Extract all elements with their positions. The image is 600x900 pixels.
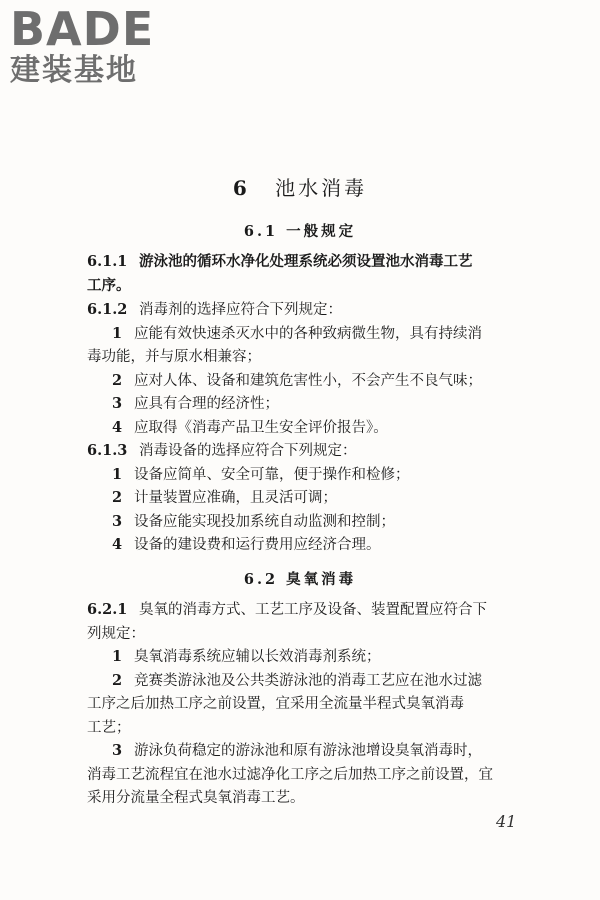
clause-6-2-1: [87, 600, 487, 620]
clause-continuation: 列规定：: [87, 626, 145, 642]
clause-continuation: 工序。: [87, 277, 131, 294]
list-item: [112, 418, 388, 438]
item-number: 3: [112, 742, 123, 759]
list-item: [112, 324, 482, 344]
chapter-number: 6: [232, 176, 250, 200]
item-number: 2: [112, 372, 123, 389]
section-title-6-1: 6.1 一般规定: [243, 223, 357, 240]
item-number: 2: [112, 672, 123, 689]
item-number: 2: [112, 489, 123, 506]
page-number: 41: [496, 812, 517, 831]
list-item: [112, 741, 482, 761]
item-continuation: 工序之后加热工序之前设置，宜采用全流量半程式臭氧消毒: [87, 696, 464, 712]
item-text: 设备的建设费和运行费用应经济合理。: [134, 537, 381, 553]
item-number: 3: [112, 513, 123, 530]
item-number: 4: [112, 536, 123, 553]
item-number: 1: [112, 648, 123, 665]
item-text: 应取得《消毒产品卫生安全评价报告》。: [134, 420, 388, 436]
list-item: [112, 371, 482, 391]
list-item: [112, 512, 395, 532]
chapter-title-text: 池水消毒: [275, 176, 368, 200]
clause-number: 6.1.2: [87, 301, 128, 318]
item-text: 设备应简单、安全可靠，便于操作和检修；: [134, 467, 410, 483]
clause-text: 消毒剂的选择应符合下列规定：: [139, 302, 342, 318]
chapter-title: [0, 172, 600, 201]
clause-6-1-3: [87, 441, 357, 461]
item-number: 3: [112, 395, 123, 412]
item-text: 臭氧消毒系统应辅以长效消毒剂系统；: [134, 649, 381, 665]
list-item: [112, 488, 337, 508]
item-continuation: 工艺；: [87, 720, 131, 736]
clause-6-1-1: [87, 252, 473, 272]
item-text: 应具有合理的经济性；: [134, 396, 279, 412]
clause-number: 6.1.3: [87, 442, 128, 459]
item-continuation: 消毒工艺流程宜在池水过滤净化工序之后加热工序之前设置，宜: [87, 767, 493, 783]
list-item: [112, 465, 410, 485]
clause-number: 6.1.1: [87, 253, 128, 270]
logo-subtitle: 建装基地: [10, 53, 138, 88]
logo: [10, 2, 155, 88]
clause-number: 6.2.1: [87, 601, 128, 618]
item-continuation: 采用分流量全程式臭氧消毒工艺。: [87, 790, 305, 806]
item-text: 设备应能实现投加系统自动监测和控制；: [134, 514, 395, 530]
item-number: 4: [112, 419, 123, 436]
section-title-6-2: 6.2 臭氧消毒: [243, 571, 357, 588]
list-item: [112, 535, 381, 555]
clause-text: 臭氧的消毒方式、工艺工序及设备、装置配置应符合下: [139, 602, 487, 618]
item-text: 竞赛类游泳池及公共类游泳池的消毒工艺应在池水过滤: [134, 673, 482, 689]
clause-6-1-2: [87, 300, 342, 320]
list-item: [112, 394, 279, 414]
list-item: [112, 647, 381, 667]
item-number: 1: [112, 325, 123, 342]
item-text: 游泳负荷稳定的游泳池和原有游泳池增设臭氧消毒时，: [134, 743, 482, 759]
clause-text: 消毒设备的选择应符合下列规定：: [139, 443, 357, 459]
list-item: [112, 671, 482, 691]
item-text: 应对人体、设备和建筑危害性小，不会产生不良气味；: [134, 373, 482, 389]
item-continuation: 毒功能，并与原水相兼容；: [87, 349, 261, 365]
logo-wordmark: BADE: [10, 2, 155, 56]
item-text: 应能有效快速杀灭水中的各种致病微生物，具有持续消: [134, 326, 482, 342]
item-number: 1: [112, 466, 123, 483]
clause-text: 游泳池的循环水净化处理系统必须设置池水消毒工艺: [139, 253, 473, 270]
item-text: 计量装置应准确，且灵活可调；: [134, 490, 337, 506]
